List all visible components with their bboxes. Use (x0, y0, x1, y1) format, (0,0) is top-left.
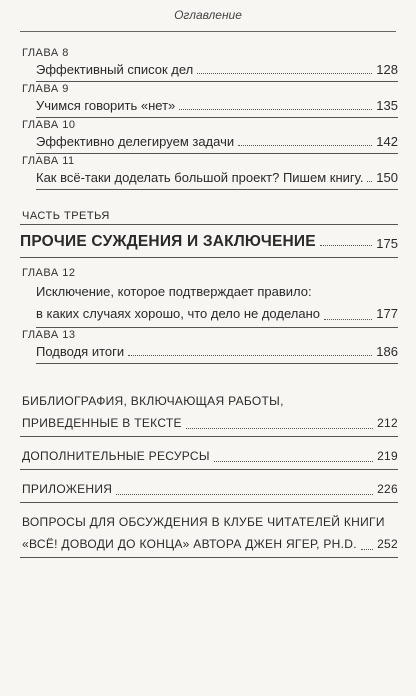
entry-title-line: ВОПРОСЫ ДЛЯ ОБСУЖДЕНИЯ В КЛУБЕ ЧИТАТЕЛЕЙ КНИГИ (22, 515, 385, 529)
part-label: ЧАСТЬ ТРЕТЬЯ (22, 210, 110, 222)
dot-leader (197, 72, 372, 74)
dot-leader (128, 354, 372, 356)
toc-entry-part-three[interactable] (20, 225, 398, 258)
toc-entry-chapter-11[interactable] (36, 169, 398, 190)
dot-leader (214, 460, 373, 462)
entry-title-line: Исключение, которое подтверждает правило: (36, 284, 312, 299)
toc-entry-chapter-13[interactable] (36, 343, 398, 364)
dot-leader (238, 144, 372, 146)
entry-title-line: «ВСЁ! ДОВОДИ ДО КОНЦА» АВТОРА ДЖЕН ЯГЕР, PH.D. (22, 537, 357, 551)
entry-page: 252 (377, 537, 398, 551)
entry-page: 212 (377, 416, 398, 430)
dot-leader (186, 427, 373, 429)
entry-title: Эффективный список дел (36, 62, 194, 77)
chapter-label: ГЛАВА 8 (22, 47, 69, 59)
entry-page: 186 (376, 344, 398, 359)
toc-entry-chapter-8[interactable] (36, 61, 398, 82)
entry-page: 219 (377, 449, 398, 463)
entry-title-line: БИБЛИОГРАФИЯ, ВКЛЮЧАЮЩАЯ РАБОТЫ, (22, 394, 284, 408)
entry-page: 177 (376, 306, 398, 321)
dot-leader (179, 108, 372, 110)
entry-title-line: ПРИВЕДЕННЫЕ В ТЕКСТЕ (22, 416, 182, 430)
entry-page: 150 (376, 170, 398, 185)
chapter-label: ГЛАВА 9 (22, 83, 69, 95)
entry-page: 142 (376, 134, 398, 149)
entry-page: 135 (376, 98, 398, 113)
entry-title-line: в каких случаях хорошо, что дело не доделано (36, 306, 320, 321)
entry-title: Эффективно делегируем задачи (36, 134, 235, 149)
toc-entry-discussion-questions[interactable] (20, 511, 398, 558)
entry-page: 226 (377, 482, 398, 496)
chapter-label: ГЛАВА 12 (22, 267, 76, 279)
entry-title: ДОПОЛНИТЕЛЬНЫЕ РЕСУРСЫ (22, 449, 210, 463)
header-rule (20, 31, 396, 32)
dot-leader (324, 318, 372, 320)
toc-entry-chapter-9[interactable] (36, 97, 398, 118)
toc-entry-resources[interactable] (20, 445, 398, 470)
dot-leader (116, 493, 373, 495)
chapter-label: ГЛАВА 10 (22, 119, 76, 131)
chapter-label: ГЛАВА 13 (22, 329, 76, 341)
dot-leader (320, 244, 373, 246)
entry-title: Как всё-таки доделать большой проект? Пишем книгу. (36, 170, 364, 185)
toc-entry-appendices[interactable] (20, 478, 398, 503)
entry-title: Учимся говорить «нет» (36, 98, 176, 113)
toc-entry-chapter-12[interactable] (36, 281, 398, 328)
dot-leader (361, 548, 373, 550)
chapter-label: ГЛАВА 11 (22, 155, 75, 167)
toc-entry-bibliography[interactable] (20, 390, 398, 437)
toc-entry-chapter-10[interactable] (36, 133, 398, 154)
running-header: Оглавление (174, 8, 242, 22)
dot-leader (367, 180, 372, 182)
toc (20, 46, 398, 558)
entry-page: 175 (376, 236, 398, 251)
entry-page: 128 (376, 62, 398, 77)
part-title: ПРОЧИЕ СУЖДЕНИЯ И ЗАКЛЮЧЕНИЕ (20, 233, 316, 250)
entry-title: Подводя итоги (36, 344, 125, 359)
entry-title: ПРИЛОЖЕНИЯ (22, 482, 113, 496)
